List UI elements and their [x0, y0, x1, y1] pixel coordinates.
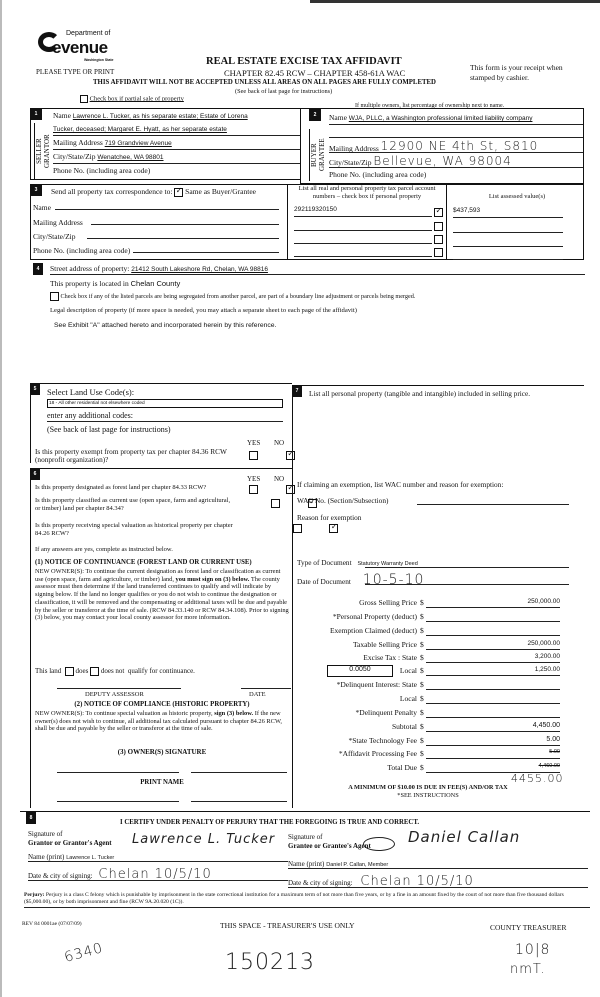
grantor-name-label: Name (print) — [28, 853, 65, 861]
scan-edge-left — [0, 0, 2, 997]
located-in-label: This property is located in — [50, 279, 129, 288]
agent-circle-mark — [363, 837, 395, 851]
designation-no-header: NO — [274, 475, 285, 483]
does-not-label: does not — [100, 667, 125, 676]
parcel-row-3[interactable] — [294, 233, 444, 245]
exempt-yes-checkbox[interactable] — [249, 451, 258, 460]
notice2-text-b: If the new owner(s) does not wish to continue, all additional tax calculated pursuant to chapter 84.26 RCW, shall be due and payable by the seller or transferor at the time of sale. — [35, 710, 282, 733]
currency-sign: $ — [420, 694, 424, 703]
gross-price-value[interactable]: 250,000.00 — [426, 598, 560, 608]
calc-row-taxable[interactable] — [293, 640, 565, 652]
located-in-value[interactable]: Chelan County — [130, 279, 181, 288]
form-chapter: CHAPTER 82.45 RCW – CHAPTER 458-61A WAC — [224, 68, 406, 78]
logo-state: Washington State — [84, 58, 114, 62]
this-land-label: This land — [35, 667, 62, 676]
calc-row-exemption[interactable] — [293, 626, 565, 638]
grantee-name-value: Daniel P. Callan, Member — [326, 862, 389, 868]
personal-property-deduct-value[interactable] — [426, 612, 560, 622]
calc-row-delinquent-penalty[interactable] — [293, 708, 565, 720]
doc-type-row[interactable] — [297, 558, 569, 567]
currency-sign: $ — [420, 598, 424, 607]
handwritten-date: 10|8 — [515, 942, 551, 958]
see-instructions-note: *SEE INSTRUCTIONS — [397, 792, 459, 799]
deputy-assessor-line[interactable] — [57, 688, 181, 689]
forest-land-question: Is this property designated as forest land per chapter 84.33 RCW? — [35, 484, 207, 491]
doc-date-line — [365, 584, 569, 585]
buyer-mailing-row[interactable] — [329, 139, 583, 153]
perjury-text: Perjury is a class C felony which is punishable by imprisonment in the state correctional institution for a maximum term of not more than five years, or by a fine in an amount fixed by the court of not more than five thousand dollars ($5,000.00), or by both imprisonment and fine (RCW 9A.20.020 (1C)). — [24, 892, 564, 905]
gross-price-label: Gross Selling Price — [359, 598, 417, 607]
corr-name-label: Name — [33, 203, 51, 212]
section-3-number: 3 — [30, 184, 42, 196]
assessor-date-line[interactable] — [241, 688, 291, 689]
additional-codes-label: enter any additional codes: — [47, 411, 133, 420]
personal-property-checkbox-4[interactable] — [434, 248, 443, 257]
continuance-qualify-row — [35, 667, 195, 676]
corr-phone-label: Phone No. (including area code) — [33, 246, 131, 255]
seller-phone-row[interactable] — [53, 166, 301, 178]
seller-name-label: Name — [53, 111, 71, 120]
exempt-question: Is this property exempt from property tax per chapter 84.36 RCW (nonprofit organization)? — [35, 447, 227, 464]
certify-statement: I CERTIFY UNDER PENALTY OF PERJURY THAT THE FOREGOING IS TRUE AND CORRECT. — [120, 819, 420, 826]
seller-city-value: Wenatchee, WA 98801 — [97, 154, 164, 161]
doc-date-label: Date of Document — [297, 577, 351, 586]
warning-text: THIS AFFIDAVIT WILL NOT BE ACCEPTED UNLESS ALL AREAS ON ALL PAGES ARE FULLY COMPLETED — [93, 79, 436, 86]
print-name-label: PRINT NAME — [140, 779, 184, 786]
perjury-notice — [24, 892, 590, 908]
same-as-buyer-label: Same as Buyer/Grantee — [185, 187, 256, 196]
current-use-yes-checkbox[interactable] — [271, 499, 280, 508]
section-2-number: 2 — [309, 109, 321, 121]
grantee-signature-label2: Grantee or Grantee's Agent — [288, 842, 371, 850]
currency-sign: $ — [420, 640, 424, 649]
county-treasurer-label: COUNTY TREASURER — [490, 923, 567, 932]
owner-signature-line-2[interactable] — [191, 772, 287, 773]
personal-property-label: List all personal property (tangible and intangible) included in selling price. — [309, 389, 531, 398]
section-7-personal-property — [292, 385, 584, 808]
buyer-grantee-text: BUYER GRANTEE — [310, 138, 326, 172]
parcel-number-1[interactable]: 292119320150 — [294, 206, 432, 217]
wac-line — [417, 504, 569, 505]
section-4-number: 4 — [33, 263, 43, 275]
seller-city-label: City/State/Zip — [53, 152, 96, 161]
buyer-mailing-label: Mailing Address — [329, 144, 379, 153]
doc-date-value: 10-5-10 — [362, 572, 425, 588]
current-use-question: Is this property classified as current use (open space, farm and agricultural, or timber) land per chapter 84.34? — [35, 497, 231, 512]
seller-mailing-label: Mailing Address — [53, 138, 103, 147]
section-1-number: 1 — [30, 108, 42, 120]
legal-description-label: Legal description of property (if more space is needed, you may attach a separate sheet to each page of the affidavit) — [50, 307, 357, 314]
buyer-city-label: City/State/Zip — [329, 158, 372, 167]
seller-city-row[interactable] — [53, 152, 301, 164]
form-title: REAL ESTATE EXCISE TAX AFFIDAVIT — [206, 56, 402, 67]
exemption-claimed-label: Exemption Claimed (deduct) — [329, 626, 417, 635]
currency-sign: $ — [420, 612, 424, 621]
buyer-city-value: Bellevue, WA 98004 — [373, 154, 512, 168]
notice-continuance-text — [35, 568, 289, 622]
exempt-yes-header: YES — [247, 439, 261, 447]
currency-sign: $ — [420, 722, 424, 731]
does-not-checkbox[interactable] — [90, 667, 99, 676]
buyer-grantee-label — [309, 129, 325, 181]
receipt-note: This form is your receipt when stamped by cashier. — [470, 63, 563, 82]
section-8-certification — [20, 811, 590, 907]
buyer-city-row[interactable] — [329, 154, 583, 168]
doc-type-value: Statutory Warranty Deed — [357, 561, 418, 567]
grantee-date-value: Chelan 10/5/10 — [360, 874, 474, 889]
buyer-mailing-value: 12900 NE 4th St, S810 — [380, 139, 539, 153]
seller-name-line2: Tucker, deceased; Margaret E. Hyatt, as her separate estate — [53, 126, 227, 133]
seller-name-row — [53, 111, 301, 120]
designation-yes-header: YES — [247, 475, 261, 483]
total-due-value-struck[interactable]: 4,460.00 — [426, 763, 560, 773]
parcel-row-4[interactable] — [294, 246, 444, 258]
local-tax-label: Local — [399, 666, 417, 675]
assessed-header: List assessed value(s) — [488, 193, 546, 200]
corr-city-label: City/State/Zip — [33, 232, 76, 241]
qualify-label: qualify for continuance. — [127, 667, 195, 676]
local-tax-value[interactable]: 1,250.00 — [426, 666, 560, 676]
technology-fee-value[interactable]: 5.00 — [426, 736, 560, 746]
perjury-bold: Perjury: — [24, 892, 45, 898]
parcel-header: List all real and personal property tax parcel account numbers – check box if personal property — [298, 185, 436, 200]
grantor-signature[interactable]: Lawrence L. Tucker — [132, 832, 276, 847]
send-correspondence-row — [51, 187, 256, 197]
subtotal-value[interactable]: 4,450.00 — [426, 722, 560, 732]
segregated-label: Check box if any of the listed parcels are being segregated from another parcel, are part of a boundary line adjustment or parcels being merged. — [60, 292, 416, 300]
seller-name-line2-field[interactable] — [53, 124, 301, 136]
logo-word-text: evenue — [52, 38, 108, 57]
legal-description-value[interactable]: See Exhibit "A" attached hereto and incorporated herein by this reference. — [54, 322, 277, 329]
corr-phone-row[interactable] — [33, 246, 279, 255]
buyer-phone-label: Phone No. (including area code) — [329, 170, 427, 179]
street-address-label: Street address of property: — [50, 264, 130, 273]
handwritten-initials: nmT. — [510, 962, 546, 977]
delinquent-interest-local-value[interactable] — [426, 694, 560, 704]
corr-mailing-label: Mailing Address — [33, 218, 83, 227]
notice2-bold: sign (3) below. — [214, 710, 254, 717]
corr-phone-line — [133, 252, 279, 253]
exempt-no-header: NO — [274, 439, 285, 447]
seller-mailing-row[interactable] — [53, 138, 301, 150]
technology-fee-label: *State Technology Fee — [348, 736, 417, 745]
grantor-name-row[interactable] — [28, 852, 288, 862]
historic-question: Is this property receiving special valuation as historical property per chapter 84.26 RCW? — [35, 522, 233, 537]
notice1-bold: you must sign on (3) below. — [175, 575, 250, 583]
calc-row-subtotal[interactable] — [293, 722, 565, 734]
doc-type-label: Type of Document — [297, 558, 352, 567]
grantee-name-label: Name (print) — [288, 860, 325, 868]
personal-property-checkbox-2[interactable] — [434, 222, 443, 231]
delinquent-interest-state-value[interactable] — [426, 680, 560, 690]
notice1-text-a: NEW OWNER(S): To continue the current designation as forest land or classification as current use (open space, farm and agriculture, or timber) land, — [35, 568, 281, 583]
doc-date-row[interactable] — [297, 572, 569, 588]
seller-phone-label: Phone No. (including area code) — [53, 166, 151, 175]
section-5-number: 5 — [30, 383, 40, 395]
calc-row-gross[interactable] — [293, 598, 565, 610]
subtotal-label: Subtotal — [391, 722, 417, 731]
grantee-signature[interactable]: Daniel Callan — [408, 828, 521, 846]
delinquent-penalty-label: *Delinquent Penalty — [355, 708, 417, 717]
currency-sign: $ — [420, 653, 424, 662]
grantor-signature-label2: Grantor or Grantor's Agent — [28, 839, 112, 847]
section-8-number: 8 — [26, 812, 36, 824]
parcel-number-2[interactable] — [294, 220, 432, 231]
owner-signature-label: (3) OWNER(S) SIGNATURE — [117, 748, 207, 756]
forest-land-yes-checkbox[interactable] — [249, 485, 258, 494]
assessed-value-4[interactable] — [453, 249, 563, 260]
dor-logo — [38, 30, 128, 66]
handwritten-150213: 150213 — [225, 950, 315, 975]
corr-city-line — [87, 238, 279, 239]
parcel-number-4[interactable] — [294, 246, 432, 257]
personal-property-deduct-label: *Personal Property (deduct) — [332, 612, 417, 621]
reason-textarea[interactable] — [297, 524, 567, 552]
currency-sign: $ — [420, 666, 424, 675]
grantee-signature-label1: Signature of — [288, 833, 323, 841]
please-type-label: PLEASE TYPE OR PRINT — [36, 68, 115, 76]
land-use-code-select[interactable]: 18 - All other residential not elsewhere coded — [47, 399, 283, 408]
if-yes-instructions: If any answers are yes, complete as instructed below. — [35, 546, 173, 553]
total-due-label: Total Due — [387, 763, 417, 772]
affidavit-fee-label: *Affidavit Processing Fee — [338, 749, 417, 758]
calc-row-delinquent-interest-local[interactable] — [293, 694, 565, 706]
grantor-date-row[interactable] — [28, 867, 288, 881]
buyer-phone-row[interactable] — [329, 170, 583, 179]
logo-line1: Department of — [66, 30, 111, 37]
taxable-price-value[interactable]: 250,000.00 — [426, 640, 560, 650]
notice-compliance-title: (2) NOTICE OF COMPLIANCE (HISTORIC PROPERTY) — [74, 701, 250, 708]
calc-row-local-tax[interactable] — [293, 666, 565, 678]
notice-compliance-text — [35, 710, 289, 733]
taxable-price-label: Taxable Selling Price — [352, 640, 417, 649]
wac-row[interactable] — [297, 496, 388, 505]
seller-grantor-label — [34, 123, 50, 179]
corr-city-row[interactable] — [33, 232, 279, 241]
section-2-buyer — [300, 108, 584, 184]
calc-row-personal[interactable] — [293, 612, 565, 624]
exemption-claimed-value[interactable] — [426, 626, 560, 636]
local-rate-box[interactable]: 0.0050 — [327, 665, 393, 677]
logo-word — [52, 38, 108, 58]
grantee-date-row[interactable] — [288, 874, 588, 888]
land-use-see-back: (See back of last page for instructions) — [47, 425, 171, 434]
currency-sign: $ — [420, 736, 424, 745]
corr-name-line — [55, 209, 279, 210]
does-checkbox[interactable] — [65, 667, 74, 676]
section-6-number: 6 — [30, 468, 40, 480]
parcel-number-3[interactable] — [294, 233, 432, 244]
calc-row-delinquent-interest-state[interactable] — [293, 680, 565, 692]
print-name-line-2[interactable] — [191, 801, 287, 802]
grantor-signature-label1: Signature of — [28, 830, 63, 838]
personal-property-textarea[interactable] — [309, 410, 559, 480]
notice1-text-b: The county assessor must then determine if the land transferred continues to qualify and will indicate by signing below. If the land no longer qualifies or you do not wish to continue the designation or classification, it will be removed and the compensating or additional taxes will be due and payable by the seller or transferor at the time of sale. (RCW 84.33.140 or RCW 84.34.108). Prior to signing (3) below, you may contact your local county assessor for more information. — [35, 575, 289, 622]
state-tax-label: Excise Tax : State — [363, 653, 417, 662]
personal-property-checkbox-1[interactable] — [434, 208, 443, 217]
segregated-row — [50, 292, 415, 301]
delinquent-penalty-value[interactable] — [426, 708, 560, 718]
grantor-name-value: Lawrence L. Tucker — [66, 855, 115, 861]
grantor-date-value: Chelan 10/5/10 — [98, 867, 212, 882]
delinquent-interest-state-label: *Delinquent Interest: State — [336, 680, 417, 689]
section-1-seller — [30, 108, 300, 180]
grantee-date-label: Date & city of signing: — [288, 879, 353, 887]
corr-mailing-row[interactable] — [33, 218, 279, 227]
doc-type-line — [365, 567, 569, 568]
seller-mailing-value: 719 Grandview Avenue — [104, 140, 172, 147]
see-back-note: (See back of last page for instructions) — [235, 88, 333, 95]
buyer-name-line2[interactable] — [329, 126, 583, 138]
corrected-total-handwritten: 4455.00 — [511, 772, 564, 785]
parcel-row-2[interactable] — [294, 220, 444, 232]
does-label: does — [75, 667, 89, 676]
assessed-value-3[interactable] — [453, 236, 563, 247]
form-number: REV 84 0001ae (07/07/09) — [22, 921, 82, 927]
corr-name-row[interactable] — [33, 203, 279, 212]
scan-edge-top — [310, 0, 600, 3]
street-address-value: 21412 South Lakeshore Rd, Chelan, WA 98816 — [131, 266, 268, 273]
partial-sale-checkbox[interactable] — [80, 95, 88, 103]
currency-sign: $ — [420, 749, 424, 758]
currency-sign: $ — [420, 708, 424, 717]
notice-continuance-title: (1) NOTICE OF CONTINUANCE (FOREST LAND OR CURRENT USE) — [35, 559, 252, 566]
section-7-number: 7 — [292, 385, 302, 397]
print-name-line-1[interactable] — [57, 801, 179, 802]
corr-mailing-line — [91, 224, 279, 225]
buyer-name-label: Name — [329, 113, 347, 122]
send-correspondence-label: Send all property tax correspondence to: — [51, 187, 173, 196]
multiple-owners-note: If multiple owners, list percentage of ownership next to name. — [355, 103, 505, 109]
wac-label: WAC No. (Section/Subsection) — [297, 496, 389, 505]
same-as-buyer-checkbox[interactable] — [174, 188, 183, 197]
buyer-name-row[interactable] — [329, 113, 583, 125]
deputy-assessor-label: DEPUTY ASSESSOR — [85, 691, 144, 698]
parcel-row-1[interactable] — [294, 206, 444, 218]
exemption-label: If claiming an exemption, list WAC number and reason for exemption: — [297, 480, 504, 489]
section-3-and-parcels — [30, 184, 584, 260]
buyer-name-value: WJA, PLLC, a Washington professional limited liability company — [348, 115, 533, 122]
handwritten-6340: 6340 — [62, 940, 106, 966]
currency-sign: $ — [420, 680, 424, 689]
calc-row-affidavit-fee[interactable] — [293, 749, 565, 761]
additional-codes-row[interactable] — [47, 411, 283, 422]
partial-sale[interactable] — [80, 95, 184, 103]
assessed-value-2[interactable] — [453, 222, 563, 233]
personal-property-checkbox-3[interactable] — [434, 235, 443, 244]
affidavit-fee-value-struck[interactable]: 5.00 — [426, 749, 560, 759]
street-address-row[interactable] — [50, 264, 585, 275]
owner-signature-line-1[interactable] — [57, 772, 179, 773]
parcel-column — [287, 184, 447, 260]
land-use-title: Select Land Use Code(s): — [47, 387, 135, 397]
notice2-text-a: NEW OWNER(S): To continue special valuation as historic property, — [35, 710, 215, 717]
reason-label: Reason for exemption — [297, 513, 362, 522]
section-5-land-use — [30, 383, 292, 463]
currency-sign: $ — [420, 763, 424, 772]
delinquent-interest-local-label: Local — [399, 694, 417, 703]
partial-sale-label: Check box if partial sale of property — [89, 95, 184, 103]
state-tax-value[interactable]: 3,200.00 — [426, 653, 560, 663]
minimum-note: A MINIMUM OF $10.00 IS DUE IN FEE(S) AND/OR TAX — [348, 784, 508, 791]
seller-grantor-text: SELLER GRANTOR — [35, 134, 51, 168]
calc-row-state-tax[interactable] — [293, 653, 565, 665]
seller-name-line1[interactable]: Lawrence L. Tucker, as his separate estate; Estate of Lorena — [72, 113, 248, 120]
segregated-checkbox[interactable] — [50, 292, 59, 301]
section-6-designations — [30, 468, 292, 808]
grantor-date-label: Date & city of signing: — [28, 872, 93, 880]
currency-sign: $ — [420, 626, 424, 635]
assessed-value-1[interactable]: $437,593 — [453, 207, 563, 218]
treasurer-use-label: THIS SPACE - TREASURER'S USE ONLY — [220, 921, 355, 930]
grantee-name-row[interactable] — [288, 859, 588, 869]
calc-row-technology-fee[interactable] — [293, 736, 565, 748]
located-in-row — [50, 279, 180, 288]
assessor-date-label: DATE — [249, 691, 266, 698]
